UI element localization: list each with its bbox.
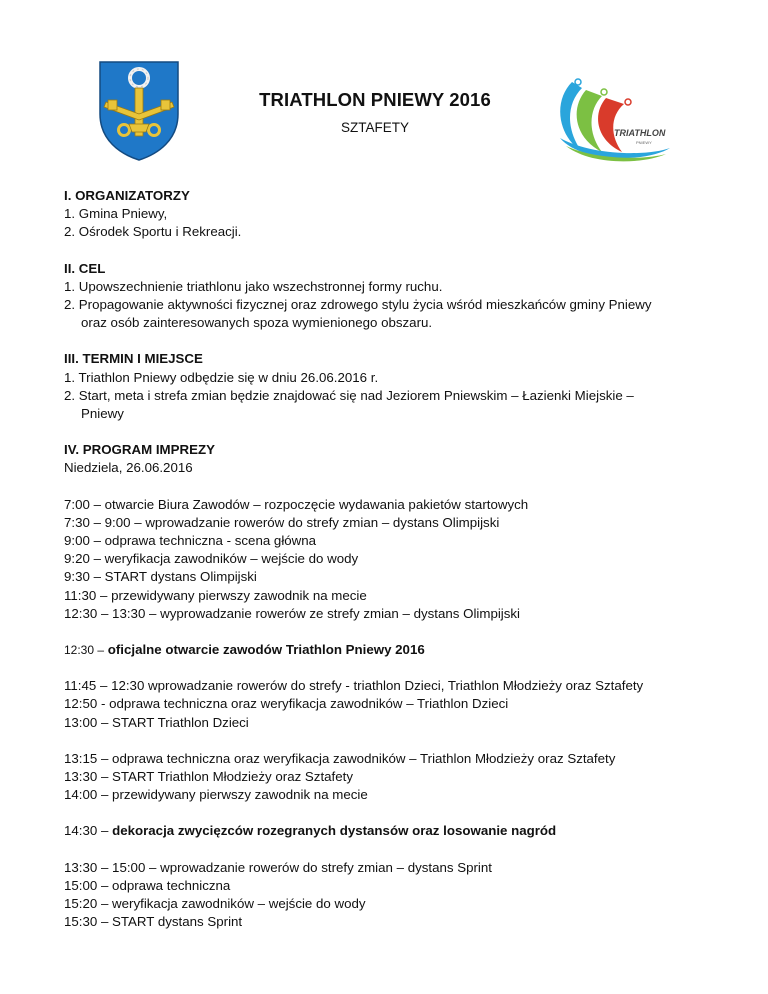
schedule-line: 13:15 – odprawa techniczna oraz weryfikacja zawodników – Triathlon Młodzieży oraz Sztafety [64, 750, 616, 766]
schedule-line: 13:30 – START Triathlon Młodzieży oraz Sztafety [64, 769, 353, 785]
opening-text: oficjalne otwarcie zawodów Triathlon Pniewy 2016 [107, 642, 425, 658]
schedule-line: 15:00 – odprawa techniczna [64, 877, 231, 893]
schedule-line: 15:20 – weryfikacja zawodników – wejście do wody [64, 896, 366, 912]
page-subtitle: SZTAFETY [340, 120, 409, 135]
program-date: Niedziela, 26.06.2016 [64, 460, 193, 476]
section-date-place [64, 350, 744, 423]
section-heading: I. ORGANIZATORZY [64, 188, 190, 203]
schedule-line: 11:45 – 12:30 wprowadzanie rowerów do strefy - triathlon Dzieci, Triathlon Młodzieży oraz Sztafety [64, 678, 644, 694]
schedule-line: 7:30 – 9:00 – wprowadzanie rowerów do strefy zmian – dystans Olimpijski [64, 514, 500, 530]
schedule-line: 12:30 – 13:30 – wyprowadzanie rowerów ze strefy zmian – dystans Olimpijski [64, 605, 520, 621]
schedule-line: 13:00 – START Triathlon Dzieci [64, 714, 249, 730]
list-item-continuation: Pniewy [81, 406, 124, 422]
schedule-line: 9:30 – START dystans Olimpijski [64, 569, 257, 585]
schedule-block-children [64, 677, 744, 732]
schedule-line: 11:30 – przewidywany pierwszy zawodnik na mecie [64, 587, 367, 603]
section-heading: III. TERMIN I MIEJSCE [64, 351, 203, 367]
section-organizers [64, 187, 744, 242]
list-item: 1. Triathlon Pniewy odbędzie się w dniu 26.06.2016 r. [64, 369, 379, 385]
section-program [64, 441, 744, 931]
triathlon-logo-icon [552, 68, 674, 164]
list-item-continuation: oraz osób zainteresowanych spoza wymienionego obszaru. [81, 315, 433, 331]
section-heading: II. CEL [64, 260, 106, 276]
list-item: 1. Upowszechnienie triathlonu jako wszechstronnej formy ruchu. [64, 278, 443, 294]
list-item: 2. Propagowanie aktywności fizycznej oraz zdrowego stylu życia wśród mieszkańców gminy Pniewy [64, 297, 652, 313]
schedule-line: 15:30 – START dystans Sprint [64, 914, 243, 930]
document-body [64, 187, 744, 932]
page-title: TRIATHLON PNIEWY 2016 [259, 89, 491, 110]
schedule-line: 12:50 - odprawa techniczna oraz weryfikacja zawodników – Triathlon Dzieci [64, 696, 509, 712]
schedule-line: 7:00 – otwarcie Biura Zawodów – rozpoczęcie wydawania pakietów startowych [64, 496, 529, 512]
opening-time: 12:30 – [64, 643, 105, 658]
logo-text: TRIATHLON [614, 128, 666, 138]
list-item: 2. Start, meta i strefa zmian będzie znajdować się nad Jeziorem Pniewskim – Łazienki Miejskie – [64, 387, 634, 403]
schedule-line: 9:00 – odprawa techniczna - scena główna [64, 533, 317, 549]
schedule-block-youth [64, 750, 744, 805]
award-time: 14:30 – [64, 823, 109, 839]
list-item: 2. Ośrodek Sportu i Rekreacji. [64, 224, 242, 240]
opening-line [64, 641, 744, 659]
logo-subtext: PNIEWY [636, 140, 652, 145]
coat-of-arms-icon [96, 58, 182, 162]
schedule-block-morning [64, 496, 744, 623]
schedule-line: 13:30 – 15:00 – wprowadzanie rowerów do strefy zmian – dystans Sprint [64, 859, 492, 875]
schedule-block-sprint [64, 859, 744, 932]
list-item: 1. Gmina Pniewy, [64, 206, 168, 222]
award-text: dekoracja zwycięzców rozegranych dystansów oraz losowanie nagród [112, 823, 557, 839]
award-line [64, 822, 744, 840]
section-heading: IV. PROGRAM IMPREZY [64, 442, 215, 458]
schedule-line: 14:00 – przewidywany pierwszy zawodnik na mecie [64, 787, 368, 803]
section-goal [64, 260, 744, 333]
schedule-line: 9:20 – weryfikacja zawodników – wejście do wody [64, 551, 359, 567]
